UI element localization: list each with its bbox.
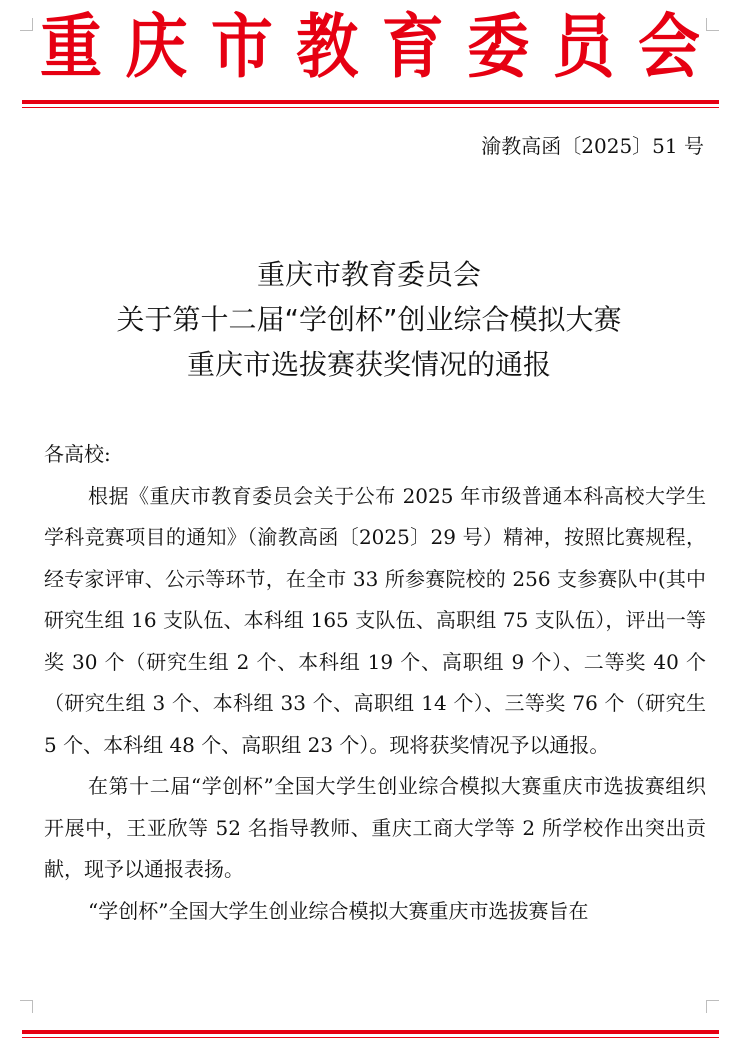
masthead-char: 会: [637, 5, 700, 88]
masthead-char: 员: [552, 5, 615, 88]
masthead-org-name: [40, 4, 700, 90]
document-body: [44, 434, 706, 932]
footer-rule-thin: [22, 1037, 719, 1038]
title-line-2: 关于第十二届“学创杯”创业综合模拟大赛: [116, 303, 622, 336]
footer-rule-thick: [22, 1030, 719, 1034]
salutation: 各高校:: [44, 442, 111, 466]
masthead-rule-thick: [22, 100, 719, 104]
document-title: [0, 252, 738, 387]
title-line-1: 重庆市教育委员会: [256, 258, 481, 291]
masthead-char: 教: [296, 5, 359, 88]
page-corner-mark-top-left: [20, 18, 33, 31]
masthead-char: 庆: [125, 5, 188, 88]
body-paragraph-2: 在第十二届“学创杯”全国大学生创业综合模拟大赛重庆市选拔赛组织开展中，王亚欣等 52 名指导教师、重庆工商大学等 2 所学校作出突出贡献，现予以通报表扬。: [44, 774, 706, 881]
page-corner-mark-bottom-right: [706, 1000, 719, 1013]
title-line-3: 重庆市选拔赛获奖情况的通报: [186, 348, 551, 381]
body-paragraph-3: “学创杯”全国大学生创业综合模拟大赛重庆市选拔赛旨在: [88, 898, 589, 923]
page-corner-mark-top-right: [706, 18, 719, 31]
masthead-char: 委: [467, 5, 530, 88]
document-number: 渝教高函〔2025〕51 号: [481, 134, 704, 158]
masthead-rule-thin: [22, 107, 719, 108]
masthead-char: 市: [210, 5, 273, 88]
page-corner-mark-bottom-left: [20, 1000, 33, 1013]
body-paragraph-1: 根据《重庆市教育委员会关于公布 2025 年市级普通本科高校大学生学科竞赛项目的通知》（渝教高函〔2025〕29 号）精神，按照比赛规程，经专家评审、公示等环节，在全市 33 所参赛院校的 256 支参赛队中(其中研究生组 16 支队伍、本科组 165 支队伍、高职组 75 支队伍），评出一等奖 30 个（研究生组 2 个、本科组 19 个、高职组 9 个）、二等奖 40 个（研究生组 3 个、本科组 33 个、高职组 14 个）、三等奖 76 个（研究生 5 个、本科组 48 个、高职组 23 个）。现将获奖情况予以通报。: [44, 483, 706, 757]
masthead-char: 重: [40, 5, 103, 88]
masthead-char: 育: [381, 5, 444, 88]
